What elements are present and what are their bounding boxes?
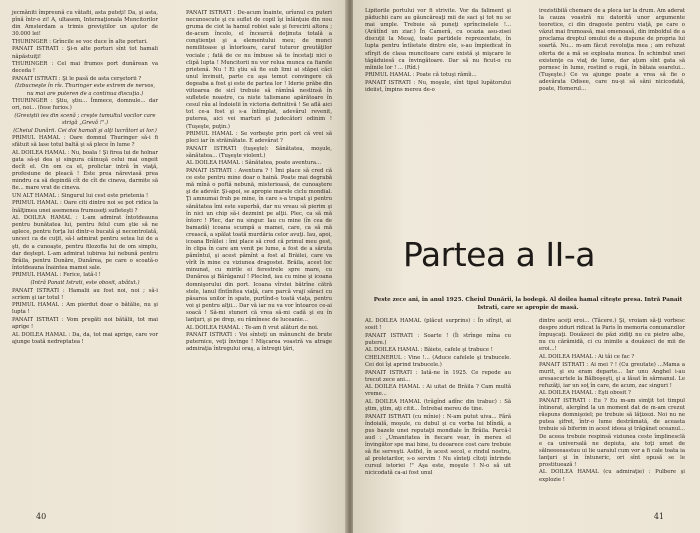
dialogue-line: AL DOILEA HAMAL (cu admiraţie) : Pulbere şi explozie ! bbox=[539, 469, 685, 483]
dialogue-line: AL DOILEA HAMAL : Nu, boala ! Şi firea lui de holnar gata să-şi dea şi singura căinuşă celui mai ongeit decît el. On om ca el, prolictar intră în viaţă, profesiune de pleacă ! Este prea năreviasă prea mindru ca să depindă cît de cît de cineva, darmite să fie... mare vrat de cineva. bbox=[12, 149, 158, 192]
stage-direction: (Greviştii ies din scenă ; creşte tumultul vocilor care strigă „Grevă !".) bbox=[14, 112, 156, 126]
scene-intro: Peste zece ani, în anul 1925. Cheiul Dunării, la bodegă. Al doilea hamal citeşte presa. Intră Panait Istrati, care se apropie de masă. bbox=[373, 297, 683, 311]
dialogue-line: AL DOILEA HAMAL (trăgînd adînc din trabuc) : Să ştim, ştim, aţi citit... Întrebai mereu de tine. bbox=[365, 399, 511, 413]
dialogue-line: PRIMUL HAMAL : Poate că totuşi rămîi... bbox=[365, 72, 477, 79]
page-number-left: 40 bbox=[36, 512, 47, 521]
dialogue-line: AL DOILEA HAMAL (plăcut surprins) : În sfîrşit, ai sosit ! bbox=[365, 318, 511, 332]
right-page bbox=[353, 0, 700, 533]
dialogue-line: PANAIT ISTRATI : Vom pregăti noi bătălii, tot mai aprige ! bbox=[12, 316, 158, 331]
text-paragraph: jecmăniti împreună cu vătafii, asta puteţi! Da, şi asta, pînă într-o zi! A, ultasem, Internaţionala Muncitorilor din Amsterdam a trimis greviştilor un ajutor de 30.000 lei! bbox=[12, 10, 158, 38]
dialogue-line: PRIMUL HAMAL : Se vorbeşte prin port că vrei să pleci iar în străinătate. E adevărat ? bbox=[186, 131, 332, 145]
dialogue-line: PANAIT ISTRATI (tuşeşte): Sănătatea, moşule, sănătatea... (Tuşeşte violent.) bbox=[186, 145, 332, 159]
left-page-column-1 bbox=[12, 10, 158, 346]
dialogue-line: THURINGER : Cel mai frumos port dunărean va deceda ! bbox=[12, 61, 158, 75]
stage-direction: (Intră Panait Istrati, este obosit, abătut.) bbox=[30, 279, 140, 286]
dialogue-line: PANAIT ISTRATI : Soarte ! (Îi strînge mîna cu putere.) bbox=[365, 332, 511, 346]
dialogue-line: PANAIT ISTRATI : Aventura ? ! Îmi place să cred că ce este pentru mine doar o haină. Poate mai degrabă mă mînă o poftă nebună, misterioasă, de cunoaştere şi de adevăr. Şi-apoi, se apropie marele ciclu mondial. Ţi amnumai fruh pe mine, în care s-a trupat şi pentru sănătatea îmi este superbă, dar nu vreau să pierim şi în nici un chip să-i dezmint pe alţii. Plec, ca să mă întorc ! Plec, dar nu singur. Iau cu mine (în cea de bamadă) icoana scumpă a mamei, care, ca să mă crească, a spălat toată murdăria celor avuţi. Iau, apoi, icoana Brăilei : îmi place să cred că primul meu gest, în clipa în care am venit pe lume, a fost de a săruta pămîntul, şi acest pămînt a fost al Brăilei, care va vîrît în mine cu viziunea dragostei. Brăila, acest loc minunat, cu mirile ei ferestrele spre mare, cu Dunărea şi Bărăganul ! Pleclnd, iau cu mine şi icoana domnişorului din port. Icoana vîrstei bătrîne cătră stele, lanul fîntînitea viaţă, care parcă vraji săraci cu păsarea unilor în spate, purtînd-o toată viaţa, pentru voi şi pentru alţii... Dar vă iar nu va vor întoarce ce-ai soacă ! Să-mi stuneri că vrea să-mi cadă şi eu în lanţuri, şi pe drep, eu rămînesc de luceanie... bbox=[186, 168, 332, 324]
dialogue-line: THURINGER : Grîncile se voc duce în alte porturi. bbox=[12, 38, 148, 45]
right-page-top-column-2 bbox=[539, 8, 685, 94]
page-number-right: 41 bbox=[653, 512, 664, 521]
dialogue-line: AL DOILEA HAMAL : Băiete, cafele şi trabuce ! bbox=[365, 347, 493, 354]
right-page-top-column-1 bbox=[365, 8, 511, 95]
dialogue-line: PRIMUL HAMAL : Am pierdut doar o bătălie, nu şi lupta ! bbox=[12, 302, 158, 316]
dialogue-line: PANAIT ISTRATI : Şi-n alte porturi sînt tot hamali năpăstuiţi! bbox=[12, 46, 158, 60]
dialogue-line: UN ALT HAMAL : Singurul lui cest este prietenia ! bbox=[12, 192, 149, 199]
dialogue-line: PRIMUL HAMAL : Ferice, lată-l ! bbox=[12, 272, 101, 279]
dialogue-line: PRIMUL HAMAL : Oare domnul Thuringer să-i fi sfătuit să lase totul baltă şi să plece în lume ? bbox=[12, 135, 158, 149]
dialogue-line: THURINGER : Ştiu, ştiu... Îmmece, domnule... dar ori, noi... (fese furios.) bbox=[12, 98, 158, 112]
dialogue-line: PANAIT ISTRATI : De-acum înainte, urîunul cu puteri necunoscute şi cu suflet de copil îşi înlănţuie din nou gruma de ciot la hamul robiei sale şi ferecirii altora ; de-acum încolo, el încearcă deţinuta totală a conştienţei şi a elementului meu; de munci nemilitoase şi întorloare, caruf tuturor greutăţilor vociale ; fată de ce nu îmbuse să te încetaţi nici o clipă lupta ! Muncitorii nu vor relua munca ca fiarele prietenă. Nu ! Ei ştiu să fie sub limi ai stăpei căci unul învinuit, parte cu aşa temut convingere că degeaba a fost şi este de partea lor ! Iderie prăbe din viitoarea de sicî trebuie să rămînă nestinsă în sufletele noastre, ca niste talismane apărătoare în cesul rău al îndoielii în victoria definitivă ! Se află aici tot ce-a fost şi s-a întîmplat, adevărul revenit, puterea, aici vei marturi şi judecători odinim ! (Tuşeşte, puţin.) bbox=[186, 10, 332, 130]
left-page bbox=[0, 0, 347, 533]
dialogue-line: PANAIT ISTRATI : Şi le pasă de asta cerşetorii ? bbox=[12, 75, 142, 82]
text-paragraph: irezistibilă chemare de a pleca iar la drum. Am aderat la cauza voastră nu datorită unor argumente teoretice, ci din dragoste pentru viaţă, pe care o văzut mai frumoasă, mai omenoasă, din imboldul de a proclama dreptul omului de a dispune de propria lui soartă. Nu... m-am făcut revoluţia mea ; am refuzat oferta de a mă se exploata munca. În schimbul unei existenţe ca viaţ de lume, dar aţum sînt gata să pornesc în lume, rostind o rugă, în bătaia soarelui... (Tuşeşte.) Ce va ajunge poate a vrea să fie o adevărata Odisee, care nu-şi să săni nicicodată, poate, Homerul... bbox=[539, 8, 685, 93]
dialogue-line: AL DOILEA HAMAL : Ai uitat de Brăila ? Cam multă vreme... bbox=[365, 384, 511, 398]
right-page-bottom-column-1 bbox=[365, 318, 511, 478]
dialogue-line: PANAIT ISTRATI : Nu, moşule, sînt tipul lupătorului ideiist, împins mereu de-o bbox=[365, 79, 511, 94]
dialogue-line: AL DOILEA HAMAL : Sănătatea, poate aventura... bbox=[186, 160, 322, 167]
dialogue-line: PANAIT ISTRATI : Voi sînteţi un mănunchi de brute puternice, veţi învinge ! Mişcarea voastră va atrage admiraţia întregului oraş, a întregii ţări, bbox=[186, 332, 332, 353]
stage-direction: (Cheiul Dunării. Cei doi hamali şi alţi lucrători ai lor.) bbox=[13, 127, 157, 134]
dialogue-line: PANAIT ISTRATI : Iată-ne în 1925. Ce repede au trecut zece ani... bbox=[365, 369, 511, 383]
dialogue-line: PANAIT ISTRATI (cu mînie) : N-am putut uiva... Fără îndoială, moşule, cu dubul şi cu vorba lui blîndă, a pus bazele unei reputaţii mondiale în Brăila. Parcă-l aud : „Umanitatea în fiecare vear, în mereu el învingător spe mai bine, tu deoarece cost care trebuie să fie serveşti. Astfel, în acest secol, e rindul nostru, al proletarilor, s-o servim ! Nu sînteţi cîtoţi întrinde cursul istoriei !" Aşa este, moşule ! N-o să uit nicicodată ca-ai fost unul bbox=[365, 413, 511, 477]
stage-direction: (Izbucneşte în rîs. Thuringer este extrem de nervos, nu mai are puteren de a continua discuţia.) bbox=[14, 83, 156, 97]
dialogue-line: CHELNERUL : Vine !... (Aduce cafelele şi trabucele. Cei doi îşi aprind trabucele.) bbox=[365, 354, 511, 369]
text-paragraph: Lipitorile portului vor fi strivite. Vor da faliment şi păduchii care au găuncăreaţi mii de saci şi tot nu se mai umple. Trebuie să puneţi sprîncinelele !... (Arătînd un ziar.) În Cameră, cu ocazia asu-zisei discuţii la Mesaj, toate partidele reprezentate, în lupta pentru întîietate dintre ele, s-au împiedicat în sfîrşit de clasa muncitoare care există şi mişcare le tăgăduiesă ca învingătoare. Dar să nu ficut-o cu mîinile lor ! ... (Rîd.) bbox=[365, 8, 511, 71]
part-heading: Partea a II-a bbox=[403, 235, 595, 274]
text-paragraph: dintre aceţi eroi... (Tăcere.) Şi, vroiam să-ţi vorbesc despre ziduri ridicat la Paris în memoria comunarzilor împuşcaţi. Douăzeci de păzi zidiţi nu cu pietre albe, nu cu cărămidă, ci cu inimile a douăzeci de mii de eroi...! bbox=[539, 318, 685, 353]
dialogue-line: PRIMUL HAMAL : Oare citi dintre noi se pot ridica la înălţimea unei asemenea frumuseţi sufleteşti ? bbox=[12, 200, 158, 214]
dialogue-line: PANAIT ISTRATI : Eu ? Eu m-am simţit tot timpul întinerat, alergînd la un moment dat de m-am crezut răspuns domnişoiel; pe trebuie să lăţizezi. Noi nu ne putea şifret, într-o lume destrămată, de aceasta trebuie să biferim in acest ideea şi trăgănet oceanul... De aceea trebuie respinsă viziunea ceste împlinesclă e ca universală ne depiuta, aiu toţi umet de sălneeeeasstuu ui lie uaraiul cum vor a fi cale toata ia lanţuri şi în întuneric, ori sînt opusă se le prostituează ! bbox=[539, 398, 685, 468]
dialogue-line: AL DOILEA HAMAL : Ai tăi ce fac ? bbox=[539, 353, 635, 360]
right-page-bottom-column-2 bbox=[539, 318, 685, 484]
dialogue-line: PANAIT ISTRATI : Hamalii au fost noi, noi ; să-i scriem şi iar totul ! bbox=[12, 287, 158, 301]
dialogue-line: PANAIT ISTRATI : Ai mei ? ! (Cu greutate) ...Mama a murit, şi eu eram departe... Iar unu Anghel i-au aresascurtele la Bălboşeşti, şi a lăsat în sărmanul. Le refuzăţi, iar un soţ în care, de acum, zac singuri ! bbox=[539, 361, 685, 389]
left-page-column-2 bbox=[186, 10, 332, 354]
dialogue-line: AL DOILEA HAMAL : Da, da, tot mai aprige, care vor ajunge toată nedreptatea ! bbox=[12, 331, 158, 345]
dialogue-line: AL DOILEA HAMAL : Te-am fi vrut alături de noi. bbox=[186, 324, 319, 331]
dialogue-line: AL DOILEA HAMAL : Eşti obosit ? bbox=[539, 390, 631, 397]
dialogue-line: AL DOILEA HAMAL : L-am admirat întotdeauna pentru bunătatea lui, pentru felul cum ştie să ne aplece, pentru forţa lui dintr-o bucată şi necontrolată, unceci ca de cuţit, să-l admirat pentru setea lui de a şti, de a cunoaşte, pentru filozofia lui de om simplu, dar deştept. L-am admirat iubirea lui nebună pentru Brăila, pentru Dunăre, Dunărea, pe care o scoată-o întotdeauna înaintea mamei sale. bbox=[12, 215, 158, 271]
